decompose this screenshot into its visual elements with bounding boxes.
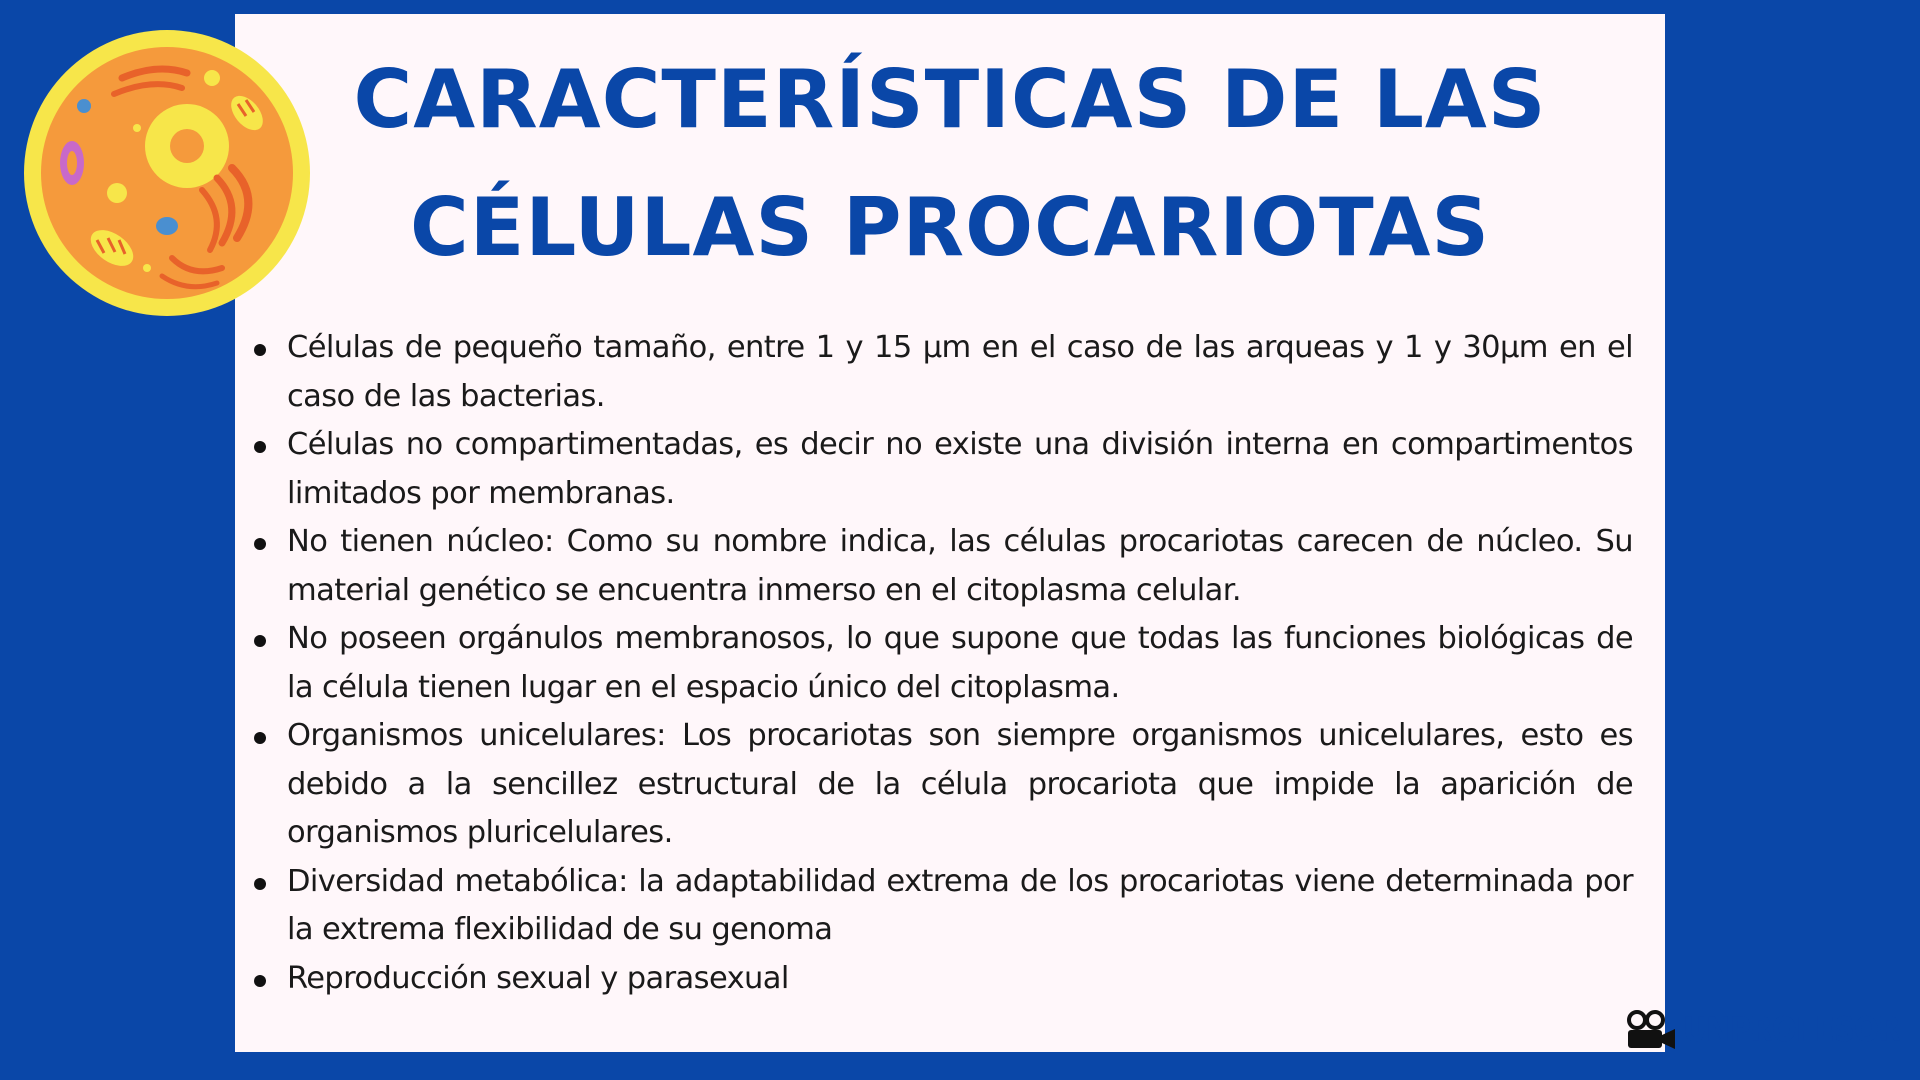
list-item: Células de pequeño tamaño, entre 1 y 15 μm en el caso de las arqueas y 1 y 30μm en el caso de las bacterias. [287, 324, 1633, 421]
title-line-1: CARACTERÍSTICAS DE LAS [353, 53, 1547, 146]
list-item: Células no compartimentadas, es decir no existe una división interna en compartimentos limitados por membranas. [287, 421, 1633, 518]
page-title [235, 36, 1665, 292]
brand-logo [1625, 1008, 1920, 1052]
list-item: Organismos unicelulares: Los procariotas son siempre organismos unicelulares, esto es debido a la sencillez estructural de la célula procariota que impide la aparición de organismos pluricelulares. [287, 712, 1633, 858]
list-item: No tienen núcleo: Como su nombre indica, las células procariotas carecen de núcleo. Su material genético se encuentra inmerso en el citoplasma celular. [287, 518, 1633, 615]
cell-illustration-icon [22, 28, 312, 318]
title-line-2: CÉLULAS PROCARIOTAS [410, 181, 1490, 274]
list-item: Diversidad metabólica: la adaptabilidad extrema de los procariotas viene determinada por la extrema flexibilidad de su genoma [287, 858, 1633, 955]
brand-name: UNPROFESOR [1683, 1010, 1900, 1050]
content-card [235, 14, 1900, 1052]
list-item: No poseen orgánulos membranosos, lo que supone que todas las funciones biológicas de la célula tienen lugar en el espacio único del citoplasma. [287, 615, 1633, 712]
camera-icon [1625, 1010, 1677, 1050]
list-item: Reproducción sexual y parasexual [287, 955, 1633, 1004]
characteristics-list [287, 324, 1633, 1003]
